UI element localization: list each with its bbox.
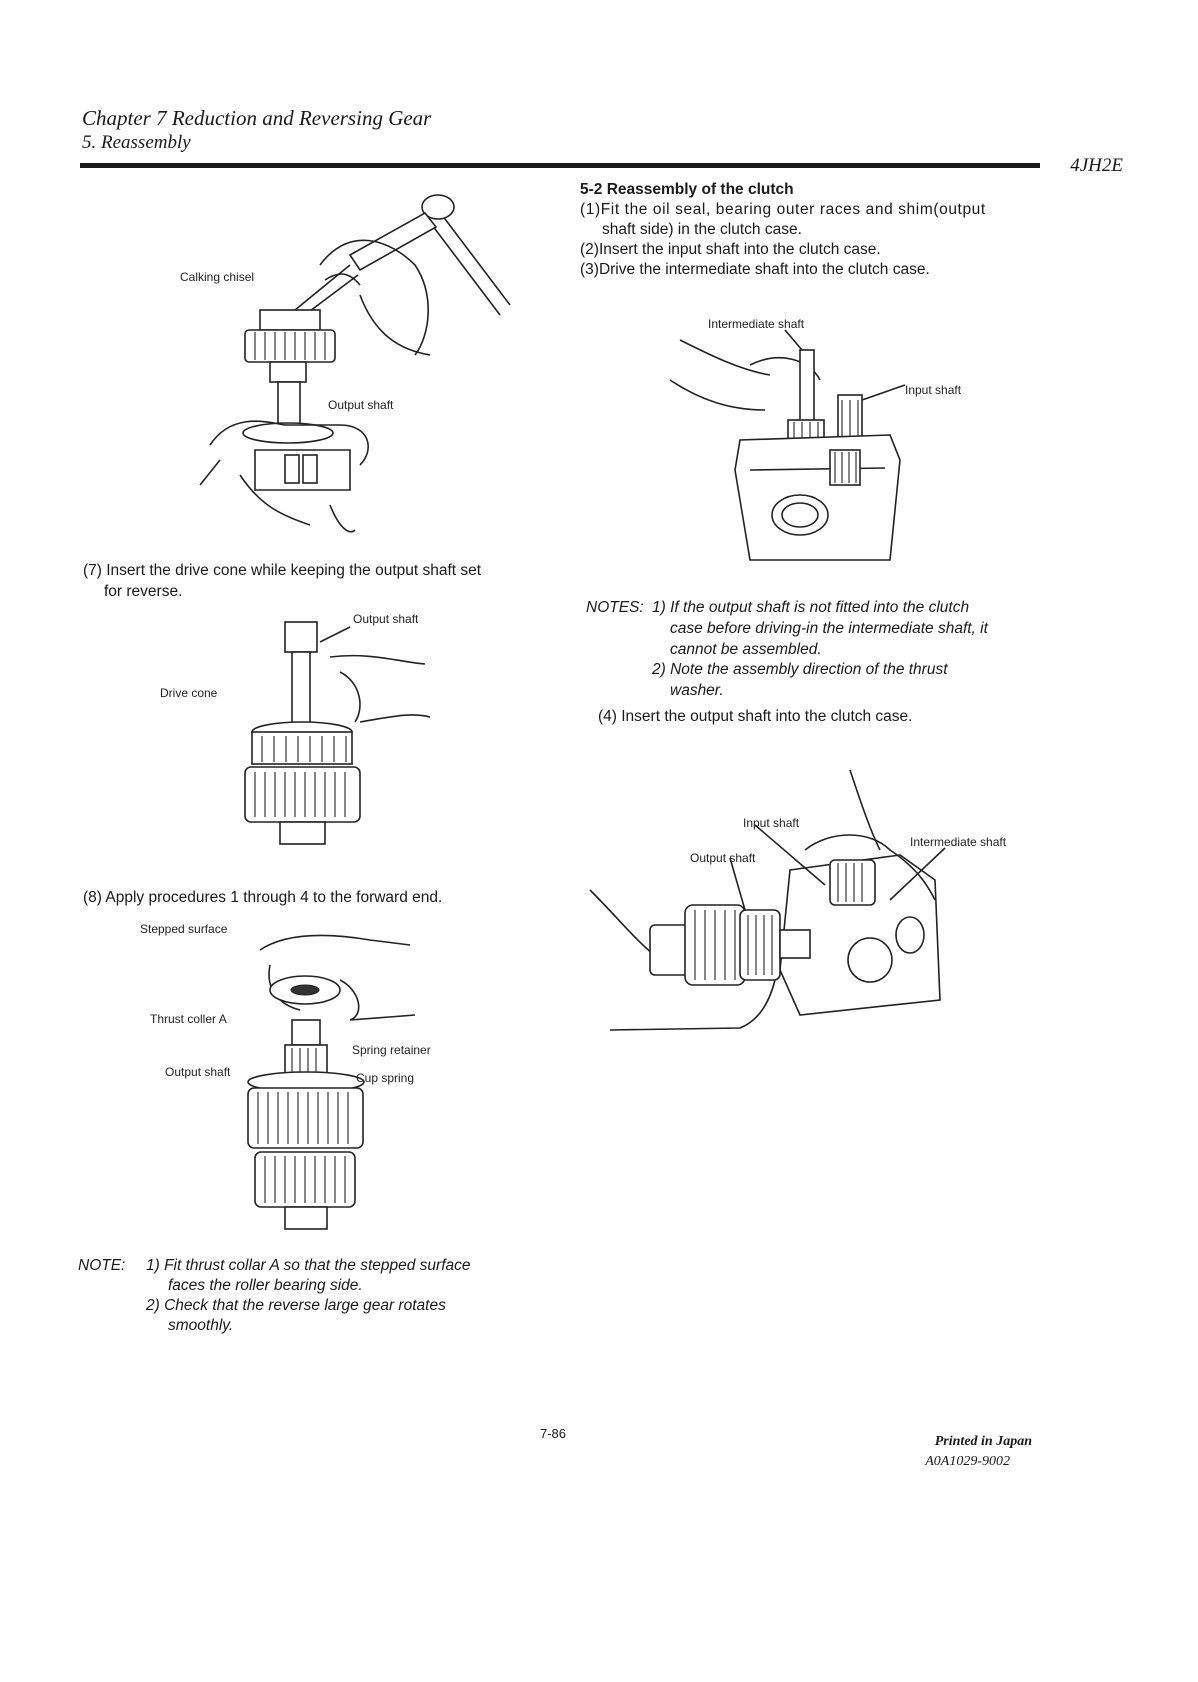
step-3: (3)Drive the intermediate shaft into the clutch case. bbox=[580, 261, 930, 278]
note-1-line-1: 1) Fit thrust collar A so that the stepped surface bbox=[146, 1257, 471, 1274]
label-cup-spring: Cup spring bbox=[356, 1071, 415, 1085]
note-1-line-2: faces the roller bearing side. bbox=[168, 1277, 363, 1294]
model-code: 4JH2E bbox=[1070, 155, 1123, 176]
step-7-line-2: for reverse. bbox=[104, 583, 183, 600]
step-1-line-1: (1)Fit the oil seal, bearing outer races and shim(output bbox=[580, 201, 986, 218]
notes-1-line-1: 1) If the output shaft is not fitted into the clutch bbox=[652, 599, 970, 616]
notes-2-line-1: 2) Note the assembly direction of the thrust bbox=[652, 661, 948, 678]
document-code: A0A1029-9002 bbox=[925, 1454, 1010, 1469]
label-intermediate-shaft-1: Intermediate shaft bbox=[708, 317, 805, 331]
label-spring-retainer: Spring retainer bbox=[352, 1043, 431, 1057]
step-7-line-1: (7) Insert the drive cone while keeping the output shaft set bbox=[83, 562, 482, 579]
figure-clutch-case-input bbox=[670, 330, 970, 580]
label-output-shaft-1: Output shaft bbox=[328, 398, 394, 412]
label-output-shaft-2: Output shaft bbox=[353, 612, 419, 626]
notes-2-line-2: washer. bbox=[670, 682, 724, 699]
label-input-shaft-2: Input shaft bbox=[743, 816, 800, 830]
step-8: (8) Apply procedures 1 through 4 to the forward end. bbox=[83, 889, 443, 906]
figure-clutch-case-output bbox=[590, 770, 980, 1040]
label-input-shaft-1: Input shaft bbox=[905, 383, 962, 397]
label-output-shaft-3: Output shaft bbox=[165, 1065, 231, 1079]
clutch-heading: 5-2 Reassembly of the clutch bbox=[580, 181, 794, 198]
label-thrust-coller: Thrust coller A bbox=[150, 1012, 227, 1026]
step-4: (4) Insert the output shaft into the clutch case. bbox=[598, 708, 913, 725]
note-2-line-2: smoothly. bbox=[168, 1317, 234, 1334]
notes-1-line-2: case before driving-in the intermediate shaft, it bbox=[670, 620, 988, 637]
notes-1-line-3: cannot be assembled. bbox=[670, 641, 822, 658]
header-rule bbox=[80, 163, 1040, 168]
figure-drive-cone bbox=[230, 612, 440, 852]
step-1-line-2: shaft side) in the clutch case. bbox=[602, 221, 802, 238]
label-calking-chisel: Calking chisel bbox=[180, 270, 255, 284]
step-2: (2)Insert the input shaft into the clutch case. bbox=[580, 241, 881, 258]
figure-calking-chisel bbox=[200, 185, 540, 585]
section-title: 5. Reassembly bbox=[82, 132, 191, 153]
label-drive-cone: Drive cone bbox=[160, 686, 218, 700]
printed-in: Printed in Japan bbox=[934, 1434, 1032, 1449]
page-number: 7-86 bbox=[540, 1426, 567, 1441]
notes-label: NOTES: bbox=[586, 599, 644, 616]
note-label: NOTE: bbox=[78, 1257, 126, 1274]
chapter-title: Chapter 7 Reduction and Reversing Gear bbox=[82, 106, 432, 130]
label-intermediate-shaft-2: Intermediate shaft bbox=[910, 835, 1007, 849]
label-stepped-surface: Stepped surface bbox=[140, 922, 228, 936]
label-output-shaft-4: Output shaft bbox=[690, 851, 756, 865]
note-2-line-1: 2) Check that the reverse large gear rotates bbox=[146, 1297, 446, 1314]
